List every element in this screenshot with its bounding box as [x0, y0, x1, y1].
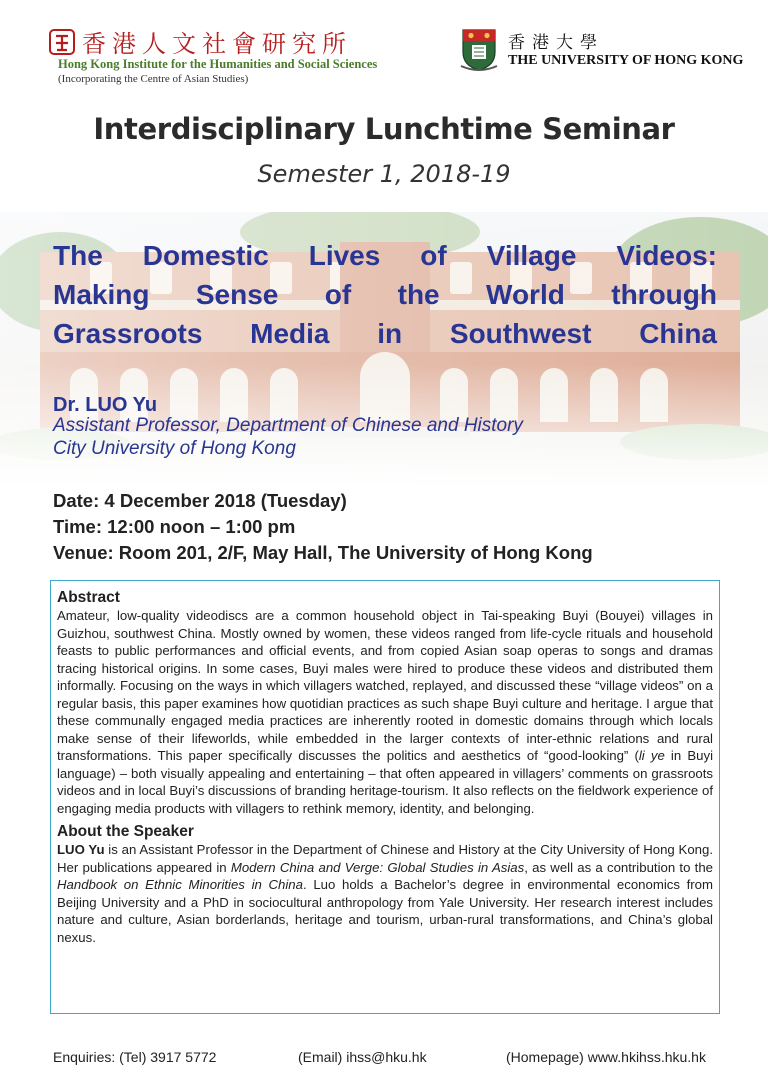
- hku-name-chinese: 香港大學: [508, 33, 604, 53]
- event-details: [53, 488, 593, 566]
- footer-email[interactable]: (Email) ihss@hku.hk: [298, 1049, 427, 1065]
- abstract-heading: Abstract: [57, 589, 120, 606]
- header: [0, 0, 768, 100]
- talk-title-line: Grassroots Media in Southwest China: [53, 318, 717, 349]
- event-date: Date: 4 December 2018 (Tuesday): [53, 490, 347, 511]
- ihss-name-english: Hong Kong Institute for the Humanities and Social Sciences: [58, 57, 378, 71]
- abstract-text-emphasis: li ye: [638, 748, 665, 763]
- event-time: Time: 12:00 noon – 1:00 pm: [53, 516, 296, 537]
- hku-name-english: THE UNIVERSITY OF HONG KONG: [508, 53, 744, 68]
- ihss-seal-icon: [48, 28, 76, 56]
- about-text-part: , as well as a contribution to the: [524, 859, 713, 875]
- about-text-emphasis: Modern China and Verge: Global Studies in Asias: [230, 859, 525, 875]
- hku-crest-icon: [459, 26, 499, 72]
- about-speaker-name: LUO Yu: [57, 842, 105, 857]
- event-venue: Venue: Room 201, 2/F, May Hall, The University of Hong Kong: [53, 542, 593, 563]
- about-text-emphasis: Handbook on Ethnic Minorities in China: [57, 877, 303, 892]
- footer-enquiries: Enquiries: (Tel) 3917 5772: [53, 1049, 217, 1065]
- talk-title-line: The Domestic Lives of Village Videos:: [53, 240, 717, 271]
- abstract-text-part: in Buyi language) – both visually appealing and entertaining – that often appeared in villagers’ comments on grassroots videos and in local Buyi’s discussions of branding heritage-tourism. It also reflects on the fieldwork experience of engaging media products with villagers to rethink memory, identity, and belonging.: [57, 748, 713, 816]
- semester-label: Semester 1, 2018-19: [257, 160, 511, 188]
- abstract-box: [50, 580, 720, 1014]
- ihss-subtitle: (Incorporating the Centre of Asian Studies): [58, 73, 249, 85]
- speaker-affiliation: City University of Hong Kong: [53, 438, 296, 459]
- abstract-text-part: Amateur, low-quality videodiscs are a common household object in Tai-speaking Buyi (Bouyei) villages in Guizhou, southwest China. Mostly owned by women, these videos ranged from life-cycle rituals and household feasts to public performances and official events, and from copied Asian soap operas to songs and dramas tracing historical origins. In some cases, Buyi males were hired to produce these videos and distributed them informally. Focusing on the ways in which villagers watched, replayed, and discussed these “village videos” on a regular basis, this paper examines how quotidian practices as such shape Buyi culture and heritage. I argue that these communally engaged media practices are inherently rooted in domestic domains through which locals make sense of their lifeworlds, while embedded in the larger contexts of inter-ethnic relations and rural transformations. This paper specifically discusses the politics and aesthetics of “good-looking” (: [57, 608, 713, 763]
- speaker-name: Dr. LUO Yu: [53, 394, 158, 416]
- talk-title-line: Making Sense of the World through: [53, 279, 717, 310]
- about-text-part: . Luo holds a Bachelor’s degree in environmental economics from Beijing University and a PhD in sociocultural anthropology from Yale University. Her research interest includes nature and culture, Asian borderlands, heritage and tourism, urban-rural transformations, and China’s global nexus.: [57, 877, 713, 945]
- speaker-position: Assistant Professor, Department of Chinese and History: [53, 415, 523, 436]
- talk-title: [53, 236, 717, 353]
- abstract-text: [57, 607, 713, 817]
- footer-homepage[interactable]: (Homepage) www.hkihss.hku.hk: [506, 1049, 706, 1065]
- seminar-series-title: Interdisciplinary Lunchtime Seminar: [93, 112, 675, 146]
- about-speaker-text: [57, 841, 713, 946]
- ihss-name-chinese: 香港人文社會研究所: [82, 30, 352, 58]
- about-text-part: is an Assistant Professor in the Department of Chinese and History at the City University of Hong Kong. Her publications appeared in: [57, 842, 713, 875]
- about-speaker-heading: About the Speaker: [57, 823, 194, 840]
